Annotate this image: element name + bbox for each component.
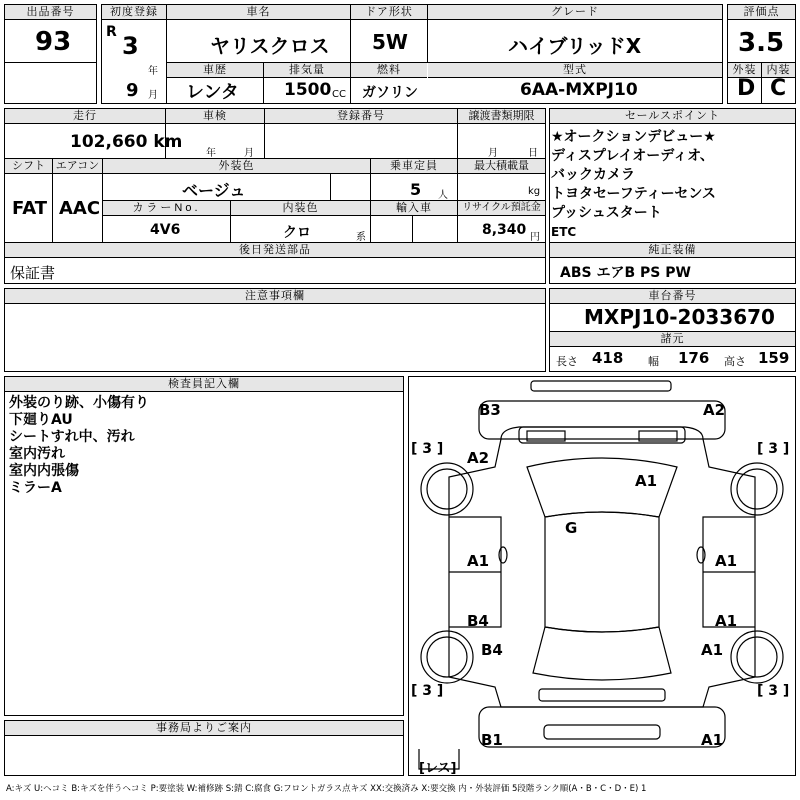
- sales-point: プッシュスタート: [551, 205, 662, 221]
- damage-mark: A1: [701, 731, 724, 749]
- damage-mark: A1: [715, 552, 738, 570]
- damage-mark: B4: [481, 641, 503, 659]
- genuine-equipment: ABS エアB PS PW: [560, 265, 691, 281]
- inspector-line: 室内内張傷: [9, 463, 79, 479]
- capacity: 5: [410, 180, 422, 199]
- grade-label: グレード: [428, 5, 722, 20]
- width: 176: [678, 349, 710, 367]
- int-color: クロ: [283, 225, 311, 241]
- shift: FAT: [12, 198, 48, 219]
- reg-no-label: 登録番号: [265, 109, 457, 124]
- color-no: 4V6: [150, 222, 181, 238]
- length: 418: [592, 349, 624, 367]
- inspector-line: 室内汚れ: [9, 446, 65, 462]
- tire-tread: [ 3 ]: [757, 683, 790, 699]
- caution-label: 注意事項欄: [5, 289, 545, 304]
- inspector-line: 下廻りAU: [9, 412, 73, 428]
- genuine-label: 純正装備: [550, 243, 795, 258]
- inspector-notes: [9, 395, 149, 497]
- damage-mark: B1: [481, 731, 503, 749]
- car-outline: [409, 377, 795, 775]
- spare-tire: [レス]: [419, 761, 457, 776]
- color-no-label: カラーNo.: [103, 201, 230, 216]
- damage-mark: A1: [701, 641, 724, 659]
- era: R: [106, 24, 117, 40]
- year-unit: 年: [148, 66, 158, 77]
- car-name: ヤリスクロス: [210, 34, 330, 58]
- ext-color-label: 外装色: [103, 159, 370, 174]
- load-unit: kg: [528, 186, 541, 197]
- sales-point: ディスプレイオーディオ、: [551, 148, 714, 164]
- legend: A:キズ U:ヘコミ B:キズを伴うヘコミ P:要塗装 W:補修跡 S:錆 C:腐食 G:フロントガラス点キズ XX:交換済み X:要交換 内・外装評価 5段階ランク順(A・B・C・D・E) 1: [6, 784, 647, 794]
- door-type: 5W: [372, 30, 408, 54]
- tire-tread: [ 3 ]: [411, 441, 444, 457]
- transfer-label: 譲渡書類期限: [458, 109, 545, 124]
- exterior-label: 外装: [728, 63, 761, 78]
- inspection-year-unit: 年: [206, 148, 216, 159]
- first-reg-label: 初度登録: [102, 5, 166, 20]
- damage-mark: A1: [467, 552, 490, 570]
- sales-label: セールスポイント: [550, 109, 795, 124]
- inspector-line: ミラーA: [9, 480, 62, 496]
- sales-point: バックカメラ: [551, 167, 635, 183]
- model: 6AA-MXPJ10: [520, 80, 638, 100]
- first-reg-month: 9: [126, 80, 139, 101]
- displacement: 1500: [284, 80, 332, 100]
- damage-mark: B3: [479, 401, 501, 419]
- door-label: ドア形状: [351, 5, 427, 20]
- cc-unit: CC: [332, 89, 346, 100]
- yen-unit: 円: [530, 232, 540, 243]
- score: 3.5: [738, 28, 785, 58]
- ext-color: ベージュ: [182, 181, 246, 200]
- specs-label: 諸元: [550, 332, 795, 347]
- recycle-deposit: 8,340: [482, 222, 527, 238]
- capacity-unit: 人: [438, 190, 448, 201]
- width-label: 幅: [648, 355, 659, 368]
- mileage-label: 走行: [5, 109, 165, 124]
- damage-mark: B4: [467, 612, 489, 630]
- lot-number: 93: [35, 27, 72, 57]
- damage-mark: A1: [715, 612, 738, 630]
- car-diagram: [408, 376, 796, 776]
- sales-points: [551, 128, 716, 242]
- car-name-label: 車名: [167, 5, 350, 20]
- chassis-number: MXPJ10-2033670: [584, 305, 775, 329]
- capacity-label: 乗車定員: [371, 159, 457, 174]
- later-parts-label: 後日発送部品: [5, 243, 545, 258]
- inspector-line: 外装のり跡、小傷有り: [9, 395, 149, 411]
- month-unit: 月: [148, 90, 158, 101]
- lot-box: [4, 4, 97, 104]
- office-label: 事務局よりご案内: [5, 721, 403, 736]
- ac-label: エアコン: [53, 159, 102, 174]
- inspection-label: 車検: [166, 109, 264, 124]
- first-reg-year: 3: [122, 32, 139, 60]
- inspector-line: シートすれ中、汚れ: [9, 429, 135, 445]
- load-label: 最大積載量: [458, 159, 545, 174]
- inspector-label: 検査員記入欄: [5, 377, 403, 392]
- lot-label: 出品番号: [5, 5, 96, 20]
- mileage: 102,660 km: [70, 132, 183, 152]
- damage-mark: A2: [703, 401, 726, 419]
- exterior-score: D: [737, 76, 756, 101]
- height-label: 高さ: [724, 355, 746, 368]
- sales-point: トヨタセーフティーセンス: [551, 186, 716, 202]
- chassis-label: 車台番号: [550, 289, 795, 304]
- int-color-label: 内装色: [231, 201, 370, 216]
- transfer-month: 月: [488, 148, 498, 159]
- length-label: 長さ: [556, 355, 578, 368]
- interior-score: C: [770, 76, 787, 101]
- inspection-month-unit: 月: [244, 148, 254, 159]
- fuel-label: 燃料: [351, 63, 427, 78]
- import-label: 輸入車: [371, 201, 457, 216]
- sales-point: ★オークションデビュー★: [551, 129, 716, 145]
- damage-mark: A1: [635, 472, 658, 490]
- int-color-unit: 系: [356, 232, 366, 243]
- tire-tread: [ 3 ]: [757, 441, 790, 457]
- shift-label: シフト: [5, 159, 52, 174]
- grade: ハイブリッドX: [508, 34, 642, 58]
- sales-point: ETC: [551, 225, 577, 239]
- model-label: 型式: [428, 63, 722, 78]
- history: レンタ: [186, 82, 239, 103]
- damage-mark: A2: [467, 449, 490, 467]
- fuel: ガソリン: [362, 85, 418, 101]
- damage-mark: G: [565, 519, 578, 537]
- displacement-label: 排気量: [264, 63, 350, 78]
- interior-label: 内装: [762, 63, 795, 78]
- transfer-day: 日: [528, 148, 538, 159]
- recycle-label: リサイクル預託金: [458, 201, 545, 216]
- history-label: 車歴: [167, 63, 263, 78]
- score-label: 評価点: [728, 5, 795, 20]
- ac: AAC: [59, 198, 101, 219]
- tire-tread: [ 3 ]: [411, 683, 444, 699]
- later-parts: 保証書: [10, 264, 56, 282]
- height: 159: [758, 349, 790, 367]
